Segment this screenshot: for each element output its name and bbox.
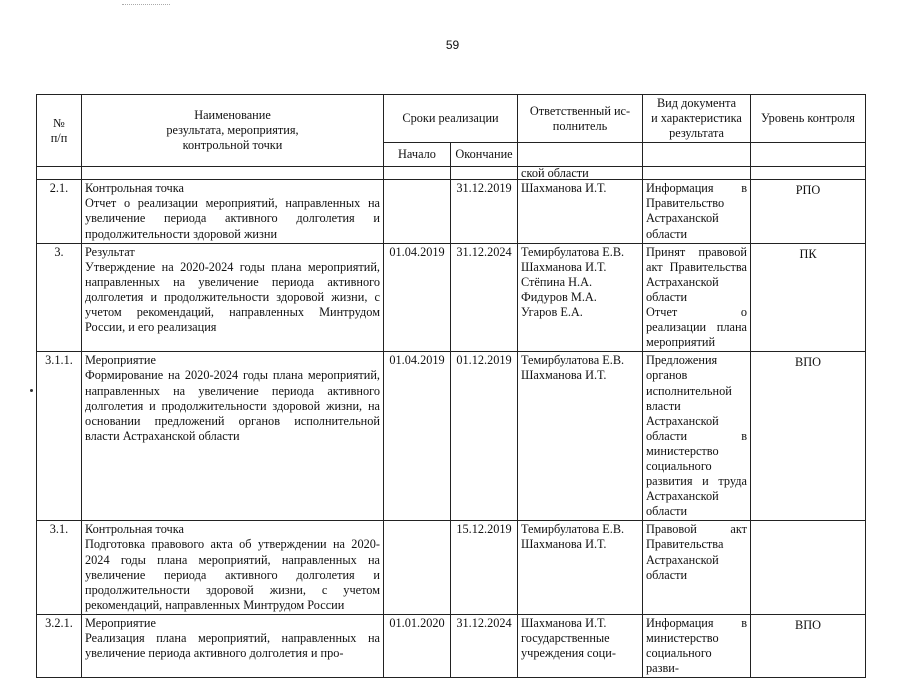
- row-responsible: Шахманова И.Т.: [518, 180, 643, 243]
- header-row: [37, 95, 866, 143]
- header-responsible: Ответственный ис- полнитель: [518, 95, 643, 143]
- row-control-level: ВПО: [751, 614, 866, 677]
- row-doc-type: Предложения органов исполнительной власти Астраханской области в министерство социального развития и труда Астраханской области: [643, 352, 751, 521]
- page-number: 59: [445, 38, 460, 52]
- row-control-level: [751, 521, 866, 615]
- row-responsible: Темирбулатова Е.В. Шахманова И.Т.: [518, 352, 643, 521]
- header-name: Наименование результата, мероприятия, контрольной точки: [82, 95, 384, 167]
- row-start-date: 01.04.2019: [384, 243, 451, 352]
- row-name: Контрольная точка Подготовка правового акта об утверждении на 2020-2024 годы плана мероприятий, направленных на увеличение периода активного долголетия и продолжительности здоровой жизни, с учетом рекомендаций, направленных Минтрудом России: [82, 521, 384, 615]
- row-number: 3.2.1.: [37, 614, 82, 677]
- row-responsible: Темирбулатова Е.В. Шахманова И.Т.: [518, 521, 643, 615]
- table-row: [37, 180, 866, 243]
- row-responsible: Темирбулатова Е.В. Шахманова И.Т. Стёпина Н.А. Фидуров М.А. Угаров Е.А.: [518, 243, 643, 352]
- row-doc-type: Правовой акт Правительства Астраханской области: [643, 521, 751, 615]
- row-control-level: ВПО: [751, 352, 866, 521]
- row-start-date: [384, 521, 451, 615]
- row-responsible: Шахманова И.Т. государственные учреждения соци-: [518, 614, 643, 677]
- header-blank-2: [643, 143, 751, 167]
- row-end-date: 31.12.2024: [451, 243, 518, 352]
- scan-artifact: [122, 4, 170, 7]
- row-number: 3.1.: [37, 521, 82, 615]
- row-end-date: 01.12.2019: [451, 352, 518, 521]
- plan-table: [36, 94, 866, 678]
- row-start-date: [384, 180, 451, 243]
- table-row: [37, 352, 866, 521]
- header-num: № п/п: [37, 95, 82, 167]
- row-end-date: 31.12.2019: [451, 180, 518, 243]
- continuation-row: [37, 167, 866, 180]
- continuation-responsible: ской области: [518, 167, 643, 180]
- scan-dot: [30, 389, 33, 392]
- header-doc-type: Вид документа и характеристика результата: [643, 95, 751, 143]
- header-end: Окончание: [451, 143, 518, 167]
- header-blank-3: [751, 143, 866, 167]
- table-row: [37, 243, 866, 352]
- header-blank-1: [518, 143, 643, 167]
- row-control-level: ПК: [751, 243, 866, 352]
- row-name: Мероприятие Формирование на 2020-2024 годы плана мероприятий, направленных на увеличение периода активного долголетия и продолжительности здоровой жизни, на основании предложений органов исполнительной власти Астраханской области: [82, 352, 384, 521]
- row-number: 3.1.1.: [37, 352, 82, 521]
- row-control-level: РПО: [751, 180, 866, 243]
- row-name: Мероприятие Реализация плана мероприятий, направленных на увеличение периода активного долголетия и про-: [82, 614, 384, 677]
- row-doc-type: Информация в Правительство Астраханской области: [643, 180, 751, 243]
- row-start-date: 01.01.2020: [384, 614, 451, 677]
- header-terms: Сроки реализации: [384, 95, 518, 143]
- row-number: 2.1.: [37, 180, 82, 243]
- row-number: 3.: [37, 243, 82, 352]
- row-name: Результат Утверждение на 2020-2024 годы плана мероприятий, направленных на увеличение периода активного долголетия и продолжительности здоровой жизни, с учетом рекомендаций, направленных Минтрудом России, и его реализация: [82, 243, 384, 352]
- header-control-level: Уровень контроля: [751, 95, 866, 143]
- row-doc-type: Принят правовой акт Правительства Астраханской области Отчет о реализации плана мероприятий: [643, 243, 751, 352]
- row-doc-type: Информация в министерство социального разви-: [643, 614, 751, 677]
- table-row: [37, 614, 866, 677]
- row-name: Контрольная точка Отчет о реализации мероприятий, направленных на увеличение периода активного долголетия и продолжительности здоровой жизни: [82, 180, 384, 243]
- table-row: [37, 521, 866, 615]
- header-start: Начало: [384, 143, 451, 167]
- row-end-date: 15.12.2019: [451, 521, 518, 615]
- row-end-date: 31.12.2024: [451, 614, 518, 677]
- row-start-date: 01.04.2019: [384, 352, 451, 521]
